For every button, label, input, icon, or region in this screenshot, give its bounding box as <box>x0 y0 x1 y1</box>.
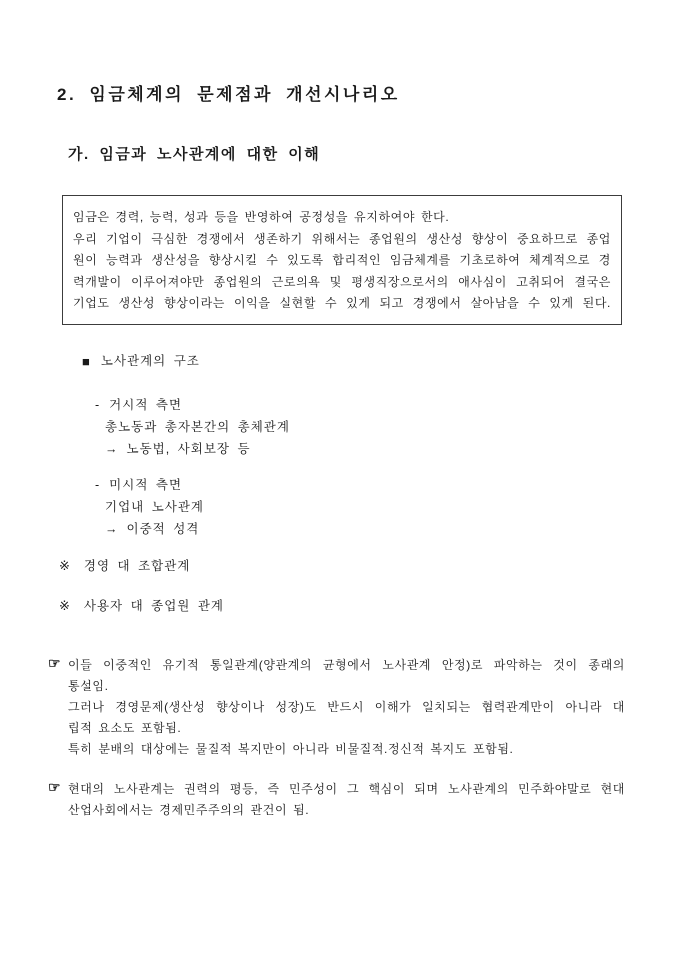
intro-line: 원이 능력과 생산성을 향상시킬 수 있도록 합리적인 임금체계를 기초로하여 체계적으로 경 <box>73 253 611 267</box>
relation-item-label: 경영 대 조합관계 <box>83 559 191 573</box>
reference-mark-icon: ※ <box>59 598 71 613</box>
relation-item-management-union <box>59 556 190 574</box>
note-line: 이들 이중적인 유기적 통일관계(양관계의 균형에서 노사관계 안정)로 파악하는 것이 종래의 <box>68 658 625 672</box>
note-line: 산업사회에서는 경제민주주의의 관건이 됨. <box>68 803 310 817</box>
macro-aspect-label: 거시적 측면 <box>109 398 183 412</box>
intro-line: 임금은 경력, 능력, 성과 등을 반영하여 공정성을 유지하여야 한다. <box>73 210 450 224</box>
relation-item-label: 사용자 대 종업원 관계 <box>83 599 225 613</box>
square-bullet-icon: ■ <box>82 354 91 369</box>
note-line: 현대의 노사관계는 권력의 평등, 즉 민주성이 그 핵심이 되며 노사관계의 민주화야말로 현대 <box>68 782 625 796</box>
intro-line: 우리 기업이 극심한 경쟁에서 생존하기 위해서는 종업원의 생산성 향상이 중요하므로 종업 <box>73 231 611 246</box>
note-line: 립적 요소도 포함됨. <box>68 721 182 735</box>
micro-aspect-label: 미시적 측면 <box>109 478 183 492</box>
note-paragraph-dual-relationship <box>48 655 628 760</box>
macro-aspect-result <box>105 439 251 457</box>
note-paragraph-modern-relations <box>48 779 628 821</box>
right-arrow-icon: → <box>105 522 119 536</box>
intro-text-box <box>62 195 622 325</box>
relation-item-employer-employee <box>59 596 224 614</box>
macro-result-label: 노동법, 사회보장 등 <box>126 442 251 456</box>
micro-aspect-detail: 기업내 노사관계 <box>105 500 204 514</box>
note-line: 그러나 경영문제(생산성 향상이나 성장)도 반드시 이해가 일치되는 협력관계만이 아니라 대 <box>68 700 625 714</box>
structure-heading <box>82 351 200 369</box>
note-line: 통설임. <box>68 679 109 693</box>
page-title: 2. 임금체계의 문제점과 개선시나리오 <box>57 85 400 104</box>
intro-line: 기업도 생산성 향상이라는 이익을 실현할 수 있게 되고 경쟁에서 살아남을 수 있게 된다. <box>73 296 611 310</box>
micro-aspect-result <box>105 519 199 537</box>
dash-bullet: - <box>95 478 101 492</box>
pointing-hand-icon: ☞ <box>48 655 61 671</box>
note-body <box>68 779 625 821</box>
micro-result-label: 이중적 성격 <box>126 522 200 536</box>
micro-aspect-title <box>95 475 182 493</box>
macro-aspect-title <box>95 395 182 413</box>
structure-heading-label: 노사관계의 구조 <box>100 354 200 368</box>
right-arrow-icon: → <box>105 442 119 456</box>
note-body <box>68 655 625 760</box>
dash-bullet: - <box>95 398 101 412</box>
intro-line: 력개발이 이루어져야만 종업원의 근로의욕 및 평생직장으로서의 애사심이 고취되어 결국은 <box>73 274 611 289</box>
reference-mark-icon: ※ <box>59 558 71 573</box>
pointing-hand-icon: ☞ <box>48 779 61 795</box>
macro-aspect-detail: 총노동과 총자본간의 총체관계 <box>105 420 290 434</box>
note-line: 특히 분배의 대상에는 물질적 복지만이 아니라 비물질적.정신적 복지도 포함됨. <box>68 742 514 756</box>
section-heading: 가. 임금과 노사관계에 대한 이해 <box>68 146 321 163</box>
